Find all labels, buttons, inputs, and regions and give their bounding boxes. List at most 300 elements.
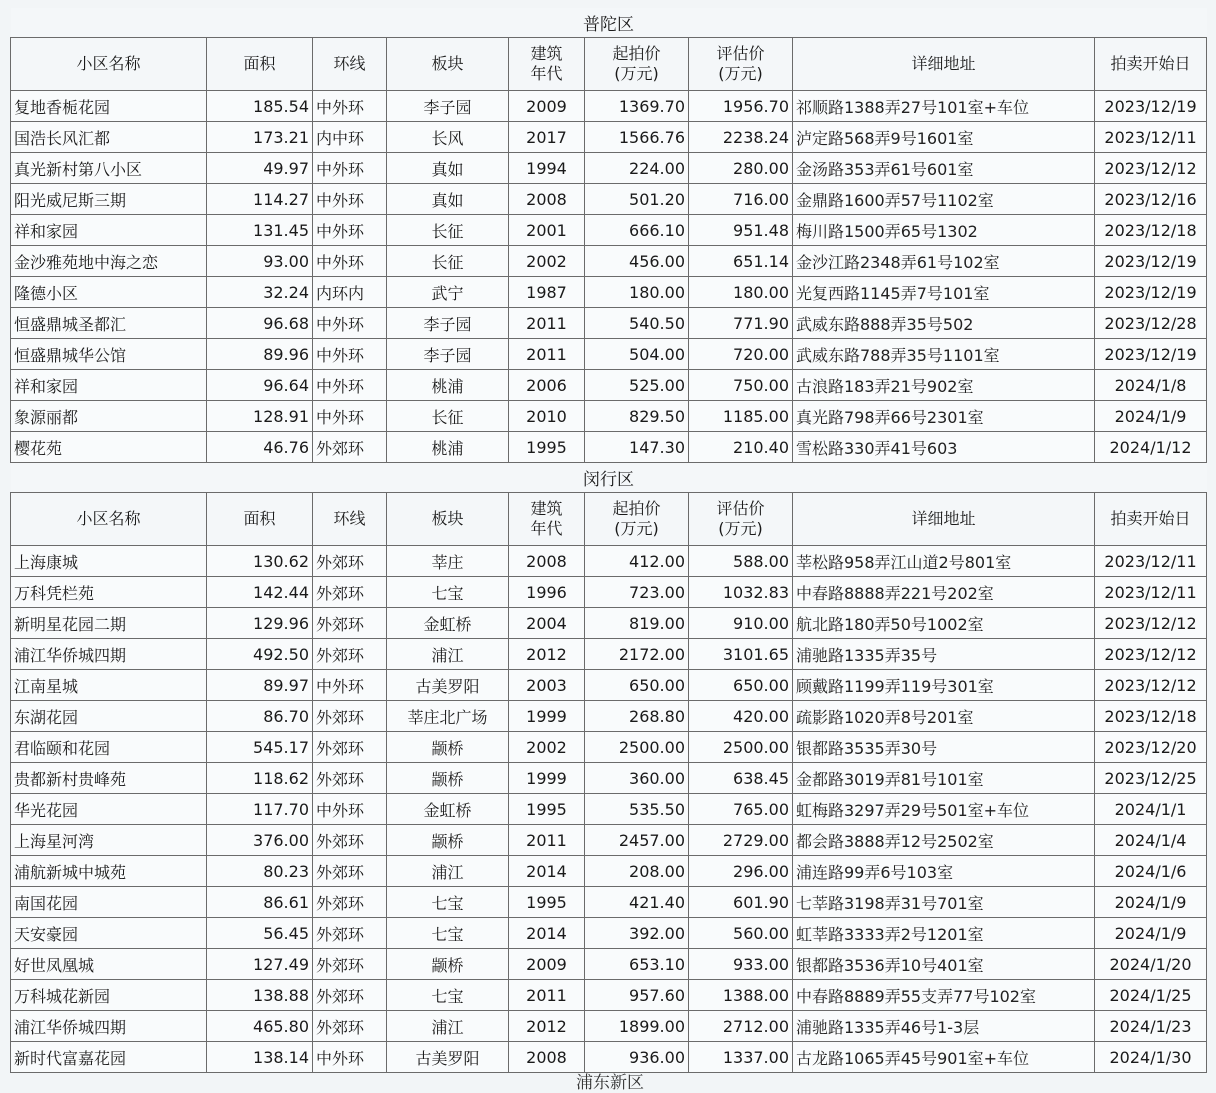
- cell-appraisal-price: 2500.00: [689, 732, 793, 763]
- cell-sector: 颛桥: [387, 825, 509, 856]
- cell-ring-road: 外郊环: [313, 1011, 387, 1042]
- cell-appraisal-price: 2238.24: [689, 122, 793, 153]
- cell-starting-price: 829.50: [585, 401, 689, 432]
- cell-address: 泸定路568弄9号1601室: [793, 122, 1095, 153]
- cell-address: 浦连路99弄6号103室: [793, 856, 1095, 887]
- cell-build-year: 2004: [509, 608, 585, 639]
- cell-appraisal-price: 280.00: [689, 153, 793, 184]
- cell-area: 117.70: [207, 794, 313, 825]
- cell-address: 祁顺路1388弄27号101室+车位: [793, 91, 1095, 122]
- cell-address: 疏影路1020弄8号201室: [793, 701, 1095, 732]
- cell-area: 96.68: [207, 308, 313, 339]
- cell-sector: 浦江: [387, 639, 509, 670]
- cell-auction-date: 2023/12/19: [1095, 91, 1207, 122]
- cell-starting-price: 540.50: [585, 308, 689, 339]
- cell-starting-price: 535.50: [585, 794, 689, 825]
- cell-appraisal-price: 720.00: [689, 339, 793, 370]
- district-title-row: [11, 463, 1207, 493]
- cell-address: 雪松路330弄41号603: [793, 432, 1095, 463]
- cell-community-name: 新明星花园二期: [11, 608, 207, 639]
- cell-build-year: 2014: [509, 918, 585, 949]
- cell-auction-date: 2024/1/6: [1095, 856, 1207, 887]
- table-row: [11, 153, 1207, 184]
- cell-ring-road: 中外环: [313, 339, 387, 370]
- cell-ring-road: 中外环: [313, 91, 387, 122]
- cell-sector: 李子园: [387, 91, 509, 122]
- cell-starting-price: 525.00: [585, 370, 689, 401]
- cell-area: 142.44: [207, 577, 313, 608]
- cell-ring-road: 中外环: [313, 670, 387, 701]
- cell-ring-road: 外郊环: [313, 546, 387, 577]
- cell-address: 七莘路3198弄31号701室: [793, 887, 1095, 918]
- cell-sector: 桃浦: [387, 370, 509, 401]
- cell-build-year: 1999: [509, 763, 585, 794]
- table-row: [11, 215, 1207, 246]
- cell-address: 虹莘路3333弄2号1201室: [793, 918, 1095, 949]
- table-row: [11, 339, 1207, 370]
- cell-address: 中春路8889弄55支弄77号102室: [793, 980, 1095, 1011]
- cell-area: 93.00: [207, 246, 313, 277]
- cell-community-name: 上海星河湾: [11, 825, 207, 856]
- cell-ring-road: 外郊环: [313, 577, 387, 608]
- cell-sector: 七宝: [387, 577, 509, 608]
- cell-address: 银都路3536弄10号401室: [793, 949, 1095, 980]
- cell-appraisal-price: 1388.00: [689, 980, 793, 1011]
- cell-area: 32.24: [207, 277, 313, 308]
- cell-ring-road: 中外环: [313, 184, 387, 215]
- cell-starting-price: 456.00: [585, 246, 689, 277]
- cell-address: 光复西路1145弄7号101室: [793, 277, 1095, 308]
- cell-sector: 桃浦: [387, 432, 509, 463]
- cell-build-year: 2002: [509, 732, 585, 763]
- cell-sector: 长征: [387, 246, 509, 277]
- cell-sector: 颛桥: [387, 763, 509, 794]
- cell-address: 真光路798弄66号2301室: [793, 401, 1095, 432]
- table-row: [11, 308, 1207, 339]
- cell-appraisal-price: 180.00: [689, 277, 793, 308]
- table-row: [11, 980, 1207, 1011]
- cell-sector: 真如: [387, 153, 509, 184]
- cell-ring-road: 外郊环: [313, 639, 387, 670]
- cell-starting-price: 2500.00: [585, 732, 689, 763]
- cell-starting-price: 412.00: [585, 546, 689, 577]
- cell-appraisal-price: 296.00: [689, 856, 793, 887]
- table-row: [11, 701, 1207, 732]
- cell-build-year: 2011: [509, 308, 585, 339]
- cell-auction-date: 2023/12/18: [1095, 701, 1207, 732]
- cell-starting-price: 957.60: [585, 980, 689, 1011]
- cell-sector: 莘庄北广场: [387, 701, 509, 732]
- cell-area: 129.96: [207, 608, 313, 639]
- cell-starting-price: 1899.00: [585, 1011, 689, 1042]
- cell-ring-road: 外郊环: [313, 949, 387, 980]
- cell-auction-date: 2023/12/16: [1095, 184, 1207, 215]
- cell-auction-date: 2024/1/30: [1095, 1042, 1207, 1073]
- cell-starting-price: 2172.00: [585, 639, 689, 670]
- table-row: [11, 1011, 1207, 1042]
- cell-appraisal-price: 420.00: [689, 701, 793, 732]
- cell-sector: 长征: [387, 215, 509, 246]
- cell-address: 浦驰路1335弄46号1-3层: [793, 1011, 1095, 1042]
- cell-starting-price: 653.10: [585, 949, 689, 980]
- cell-starting-price: 936.00: [585, 1042, 689, 1073]
- cell-ring-road: 外郊环: [313, 856, 387, 887]
- table-row: [11, 639, 1207, 670]
- cell-build-year: 2012: [509, 639, 585, 670]
- cell-area: 545.17: [207, 732, 313, 763]
- header-appraisal-price: 评估价 (万元): [689, 493, 793, 546]
- cell-build-year: 2009: [509, 91, 585, 122]
- cell-sector: 莘庄: [387, 546, 509, 577]
- cell-auction-date: 2024/1/1: [1095, 794, 1207, 825]
- table-row: [11, 577, 1207, 608]
- cell-auction-date: 2024/1/12: [1095, 432, 1207, 463]
- cell-ring-road: 外郊环: [313, 825, 387, 856]
- cell-community-name: 恒盛鼎城华公馆: [11, 339, 207, 370]
- district-title-row: [11, 8, 1207, 38]
- cell-community-name: 华光花园: [11, 794, 207, 825]
- cell-sector: 武宁: [387, 277, 509, 308]
- cell-build-year: 1994: [509, 153, 585, 184]
- cell-build-year: 1987: [509, 277, 585, 308]
- cell-build-year: 2008: [509, 546, 585, 577]
- cell-appraisal-price: 2712.00: [689, 1011, 793, 1042]
- cell-appraisal-price: 651.14: [689, 246, 793, 277]
- cell-build-year: 2012: [509, 1011, 585, 1042]
- cell-auction-date: 2023/12/12: [1095, 670, 1207, 701]
- header-build-year: 建筑 年代: [509, 38, 585, 91]
- cell-sector: 金虹桥: [387, 794, 509, 825]
- cell-address: 虹梅路3297弄29号501室+车位: [793, 794, 1095, 825]
- cell-area: 89.96: [207, 339, 313, 370]
- cell-auction-date: 2023/12/28: [1095, 308, 1207, 339]
- cell-auction-date: 2023/12/12: [1095, 639, 1207, 670]
- cell-appraisal-price: 765.00: [689, 794, 793, 825]
- cell-auction-date: 2024/1/9: [1095, 918, 1207, 949]
- cell-address: 航北路180弄50号1002室: [793, 608, 1095, 639]
- cell-appraisal-price: 650.00: [689, 670, 793, 701]
- header-sector: 板块: [387, 493, 509, 546]
- cell-community-name: 真光新村第八小区: [11, 153, 207, 184]
- cell-build-year: 2003: [509, 670, 585, 701]
- cell-area: 138.88: [207, 980, 313, 1011]
- cell-sector: 浦江: [387, 856, 509, 887]
- cell-appraisal-price: 210.40: [689, 432, 793, 463]
- cell-area: 173.21: [207, 122, 313, 153]
- header-community-name: 小区名称: [11, 38, 207, 91]
- cell-address: 古龙路1065弄45号901室+车位: [793, 1042, 1095, 1073]
- header-ring-road: 环线: [313, 493, 387, 546]
- cell-area: 127.49: [207, 949, 313, 980]
- cell-build-year: 2011: [509, 825, 585, 856]
- cell-area: 185.54: [207, 91, 313, 122]
- cell-sector: 七宝: [387, 918, 509, 949]
- cell-sector: 真如: [387, 184, 509, 215]
- table-row: [11, 401, 1207, 432]
- next-district-label: 浦东新区: [576, 1073, 644, 1093]
- header-row: [11, 38, 1207, 91]
- auction-listing-sheet: [10, 8, 1206, 1073]
- cell-sector: 李子园: [387, 308, 509, 339]
- cell-sector: 古美罗阳: [387, 1042, 509, 1073]
- cell-auction-date: 2023/12/20: [1095, 732, 1207, 763]
- cell-ring-road: 中外环: [313, 401, 387, 432]
- cell-sector: 长风: [387, 122, 509, 153]
- cell-ring-road: 中外环: [313, 153, 387, 184]
- cell-build-year: 2010: [509, 401, 585, 432]
- cell-ring-road: 外郊环: [313, 732, 387, 763]
- cell-ring-road: 内环内: [313, 277, 387, 308]
- cell-sector: 李子园: [387, 339, 509, 370]
- cell-starting-price: 666.10: [585, 215, 689, 246]
- table-row: [11, 246, 1207, 277]
- cell-community-name: 复地香栀花园: [11, 91, 207, 122]
- cell-community-name: 金沙雅苑地中海之恋: [11, 246, 207, 277]
- cell-starting-price: 208.00: [585, 856, 689, 887]
- cell-sector: 金虹桥: [387, 608, 509, 639]
- cell-address: 莘松路958弄江山道2号801室: [793, 546, 1095, 577]
- table-row: [11, 856, 1207, 887]
- header-sector: 板块: [387, 38, 509, 91]
- header-address: 详细地址: [793, 493, 1095, 546]
- cell-appraisal-price: 638.45: [689, 763, 793, 794]
- cell-area: 80.23: [207, 856, 313, 887]
- cell-community-name: 天安豪园: [11, 918, 207, 949]
- cell-community-name: 贵都新村贵峰苑: [11, 763, 207, 794]
- cell-sector: 古美罗阳: [387, 670, 509, 701]
- cell-auction-date: 2024/1/20: [1095, 949, 1207, 980]
- cell-address: 都会路3888弄12号2502室: [793, 825, 1095, 856]
- cell-appraisal-price: 933.00: [689, 949, 793, 980]
- cell-community-name: 浦江华侨城四期: [11, 1011, 207, 1042]
- cell-auction-date: 2023/12/19: [1095, 339, 1207, 370]
- cell-address: 梅川路1500弄65号1302: [793, 215, 1095, 246]
- cell-area: 86.61: [207, 887, 313, 918]
- cell-appraisal-price: 951.48: [689, 215, 793, 246]
- cell-community-name: 恒盛鼎城圣都汇: [11, 308, 207, 339]
- cell-starting-price: 392.00: [585, 918, 689, 949]
- cell-appraisal-price: 560.00: [689, 918, 793, 949]
- cell-starting-price: 501.20: [585, 184, 689, 215]
- cell-auction-date: 2024/1/4: [1095, 825, 1207, 856]
- cell-address: 金汤路353弄61号601室: [793, 153, 1095, 184]
- cell-area: 131.45: [207, 215, 313, 246]
- cell-starting-price: 723.00: [585, 577, 689, 608]
- table-row: [11, 122, 1207, 153]
- cell-community-name: 好世凤凰城: [11, 949, 207, 980]
- cell-build-year: 1995: [509, 887, 585, 918]
- cell-sector: 长征: [387, 401, 509, 432]
- cell-auction-date: 2023/12/12: [1095, 153, 1207, 184]
- table-row: [11, 91, 1207, 122]
- cell-community-name: 江南星城: [11, 670, 207, 701]
- cell-starting-price: 224.00: [585, 153, 689, 184]
- cell-area: 96.64: [207, 370, 313, 401]
- cell-appraisal-price: 1032.83: [689, 577, 793, 608]
- cell-area: 465.80: [207, 1011, 313, 1042]
- cell-area: 492.50: [207, 639, 313, 670]
- header-row: [11, 493, 1207, 546]
- cell-community-name: 阳光威尼斯三期: [11, 184, 207, 215]
- cell-address: 浦驰路1335弄35号: [793, 639, 1095, 670]
- cell-starting-price: 180.00: [585, 277, 689, 308]
- table-row: [11, 763, 1207, 794]
- table-row: [11, 732, 1207, 763]
- cell-starting-price: 147.30: [585, 432, 689, 463]
- table-row: [11, 184, 1207, 215]
- header-ring-road: 环线: [313, 38, 387, 91]
- cell-ring-road: 中外环: [313, 1042, 387, 1073]
- cell-ring-road: 外郊环: [313, 432, 387, 463]
- cell-build-year: 2002: [509, 246, 585, 277]
- cell-ring-road: 内中环: [313, 122, 387, 153]
- cell-auction-date: 2024/1/23: [1095, 1011, 1207, 1042]
- cell-build-year: 2006: [509, 370, 585, 401]
- cell-community-name: 祥和家园: [11, 370, 207, 401]
- cell-area: 118.62: [207, 763, 313, 794]
- cell-starting-price: 2457.00: [585, 825, 689, 856]
- cell-auction-date: 2023/12/25: [1095, 763, 1207, 794]
- cell-build-year: 2001: [509, 215, 585, 246]
- cell-sector: 七宝: [387, 887, 509, 918]
- cell-auction-date: 2023/12/19: [1095, 246, 1207, 277]
- cell-starting-price: 421.40: [585, 887, 689, 918]
- cell-build-year: 2017: [509, 122, 585, 153]
- cell-ring-road: 外郊环: [313, 608, 387, 639]
- header-starting-price: 起拍价 (万元): [585, 493, 689, 546]
- cell-sector: 颛桥: [387, 949, 509, 980]
- cell-area: 130.62: [207, 546, 313, 577]
- cell-starting-price: 504.00: [585, 339, 689, 370]
- table-row: [11, 608, 1207, 639]
- cell-community-name: 浦航新城中城苑: [11, 856, 207, 887]
- cell-appraisal-price: 2729.00: [689, 825, 793, 856]
- cell-build-year: 2008: [509, 184, 585, 215]
- cell-ring-road: 中外环: [313, 794, 387, 825]
- cell-appraisal-price: 3101.65: [689, 639, 793, 670]
- table-row: [11, 918, 1207, 949]
- table-row: [11, 370, 1207, 401]
- header-auction-date: 拍卖开始日: [1095, 493, 1207, 546]
- cell-starting-price: 650.00: [585, 670, 689, 701]
- header-address: 详细地址: [793, 38, 1095, 91]
- cell-community-name: 万科凭栏苑: [11, 577, 207, 608]
- cell-ring-road: 外郊环: [313, 980, 387, 1011]
- cell-community-name: 祥和家园: [11, 215, 207, 246]
- header-auction-date: 拍卖开始日: [1095, 38, 1207, 91]
- cell-community-name: 上海康城: [11, 546, 207, 577]
- cell-auction-date: 2023/12/12: [1095, 608, 1207, 639]
- district-title: 普陀区: [11, 8, 1207, 38]
- table-row: [11, 949, 1207, 980]
- cell-ring-road: 中外环: [313, 308, 387, 339]
- cell-ring-road: 中外环: [313, 215, 387, 246]
- cell-build-year: 1995: [509, 432, 585, 463]
- cell-sector: 颛桥: [387, 732, 509, 763]
- cell-ring-road: 外郊环: [313, 701, 387, 732]
- cell-starting-price: 819.00: [585, 608, 689, 639]
- cell-address: 武威东路888弄35号502: [793, 308, 1095, 339]
- cell-starting-price: 268.80: [585, 701, 689, 732]
- cell-appraisal-price: 771.90: [689, 308, 793, 339]
- cell-appraisal-price: 1956.70: [689, 91, 793, 122]
- cell-auction-date: 2023/12/11: [1095, 577, 1207, 608]
- cell-community-name: 隆德小区: [11, 277, 207, 308]
- cell-address: 古浪路183弄21号902室: [793, 370, 1095, 401]
- cell-area: 49.97: [207, 153, 313, 184]
- cell-build-year: 1999: [509, 701, 585, 732]
- table-row: [11, 277, 1207, 308]
- cell-address: 顾戴路1199弄119号301室: [793, 670, 1095, 701]
- auction-table: [10, 8, 1207, 1073]
- cell-appraisal-price: 1337.00: [689, 1042, 793, 1073]
- cell-build-year: 1996: [509, 577, 585, 608]
- cell-address: 金沙江路2348弄61号102室: [793, 246, 1095, 277]
- cell-sector: 七宝: [387, 980, 509, 1011]
- cell-auction-date: 2023/12/18: [1095, 215, 1207, 246]
- cell-build-year: 2011: [509, 980, 585, 1011]
- cell-sector: 浦江: [387, 1011, 509, 1042]
- cell-community-name: 浦江华侨城四期: [11, 639, 207, 670]
- cell-auction-date: 2024/1/25: [1095, 980, 1207, 1011]
- cell-auction-date: 2023/12/19: [1095, 277, 1207, 308]
- cell-ring-road: 中外环: [313, 370, 387, 401]
- cell-appraisal-price: 910.00: [689, 608, 793, 639]
- cell-area: 46.76: [207, 432, 313, 463]
- cell-area: 376.00: [207, 825, 313, 856]
- cell-ring-road: 外郊环: [313, 887, 387, 918]
- cell-address: 银都路3535弄30号: [793, 732, 1095, 763]
- cell-auction-date: 2024/1/9: [1095, 401, 1207, 432]
- cell-auction-date: 2024/1/8: [1095, 370, 1207, 401]
- cell-area: 86.70: [207, 701, 313, 732]
- cell-area: 138.14: [207, 1042, 313, 1073]
- cell-auction-date: 2023/12/11: [1095, 122, 1207, 153]
- cell-community-name: 东湖花园: [11, 701, 207, 732]
- table-row: [11, 887, 1207, 918]
- table-row: [11, 670, 1207, 701]
- cell-appraisal-price: 750.00: [689, 370, 793, 401]
- cell-address: 中春路8888弄221号202室: [793, 577, 1095, 608]
- cell-appraisal-price: 588.00: [689, 546, 793, 577]
- header-area: 面积: [207, 38, 313, 91]
- cell-appraisal-price: 716.00: [689, 184, 793, 215]
- cell-appraisal-price: 601.90: [689, 887, 793, 918]
- cell-community-name: 樱花苑: [11, 432, 207, 463]
- cell-community-name: 君临颐和花园: [11, 732, 207, 763]
- district-title: 闵行区: [11, 463, 1207, 493]
- cell-address: 金鼎路1600弄57号1102室: [793, 184, 1095, 215]
- table-row: [11, 825, 1207, 856]
- cell-address: 武威东路788弄35号1101室: [793, 339, 1095, 370]
- cell-ring-road: 外郊环: [313, 918, 387, 949]
- header-starting-price: 起拍价 (万元): [585, 38, 689, 91]
- cell-area: 128.91: [207, 401, 313, 432]
- header-area: 面积: [207, 493, 313, 546]
- cell-starting-price: 1566.76: [585, 122, 689, 153]
- cell-auction-date: 2023/12/11: [1095, 546, 1207, 577]
- cell-area: 89.97: [207, 670, 313, 701]
- cell-address: 金都路3019弄81号101室: [793, 763, 1095, 794]
- cell-build-year: 2009: [509, 949, 585, 980]
- cell-community-name: 南国花园: [11, 887, 207, 918]
- next-district-title-cut: [520, 1066, 700, 1093]
- cell-community-name: 新时代富嘉花园: [11, 1042, 207, 1073]
- cell-community-name: 万科城花新园: [11, 980, 207, 1011]
- cell-auction-date: 2024/1/9: [1095, 887, 1207, 918]
- cell-starting-price: 1369.70: [585, 91, 689, 122]
- cell-ring-road: 外郊环: [313, 763, 387, 794]
